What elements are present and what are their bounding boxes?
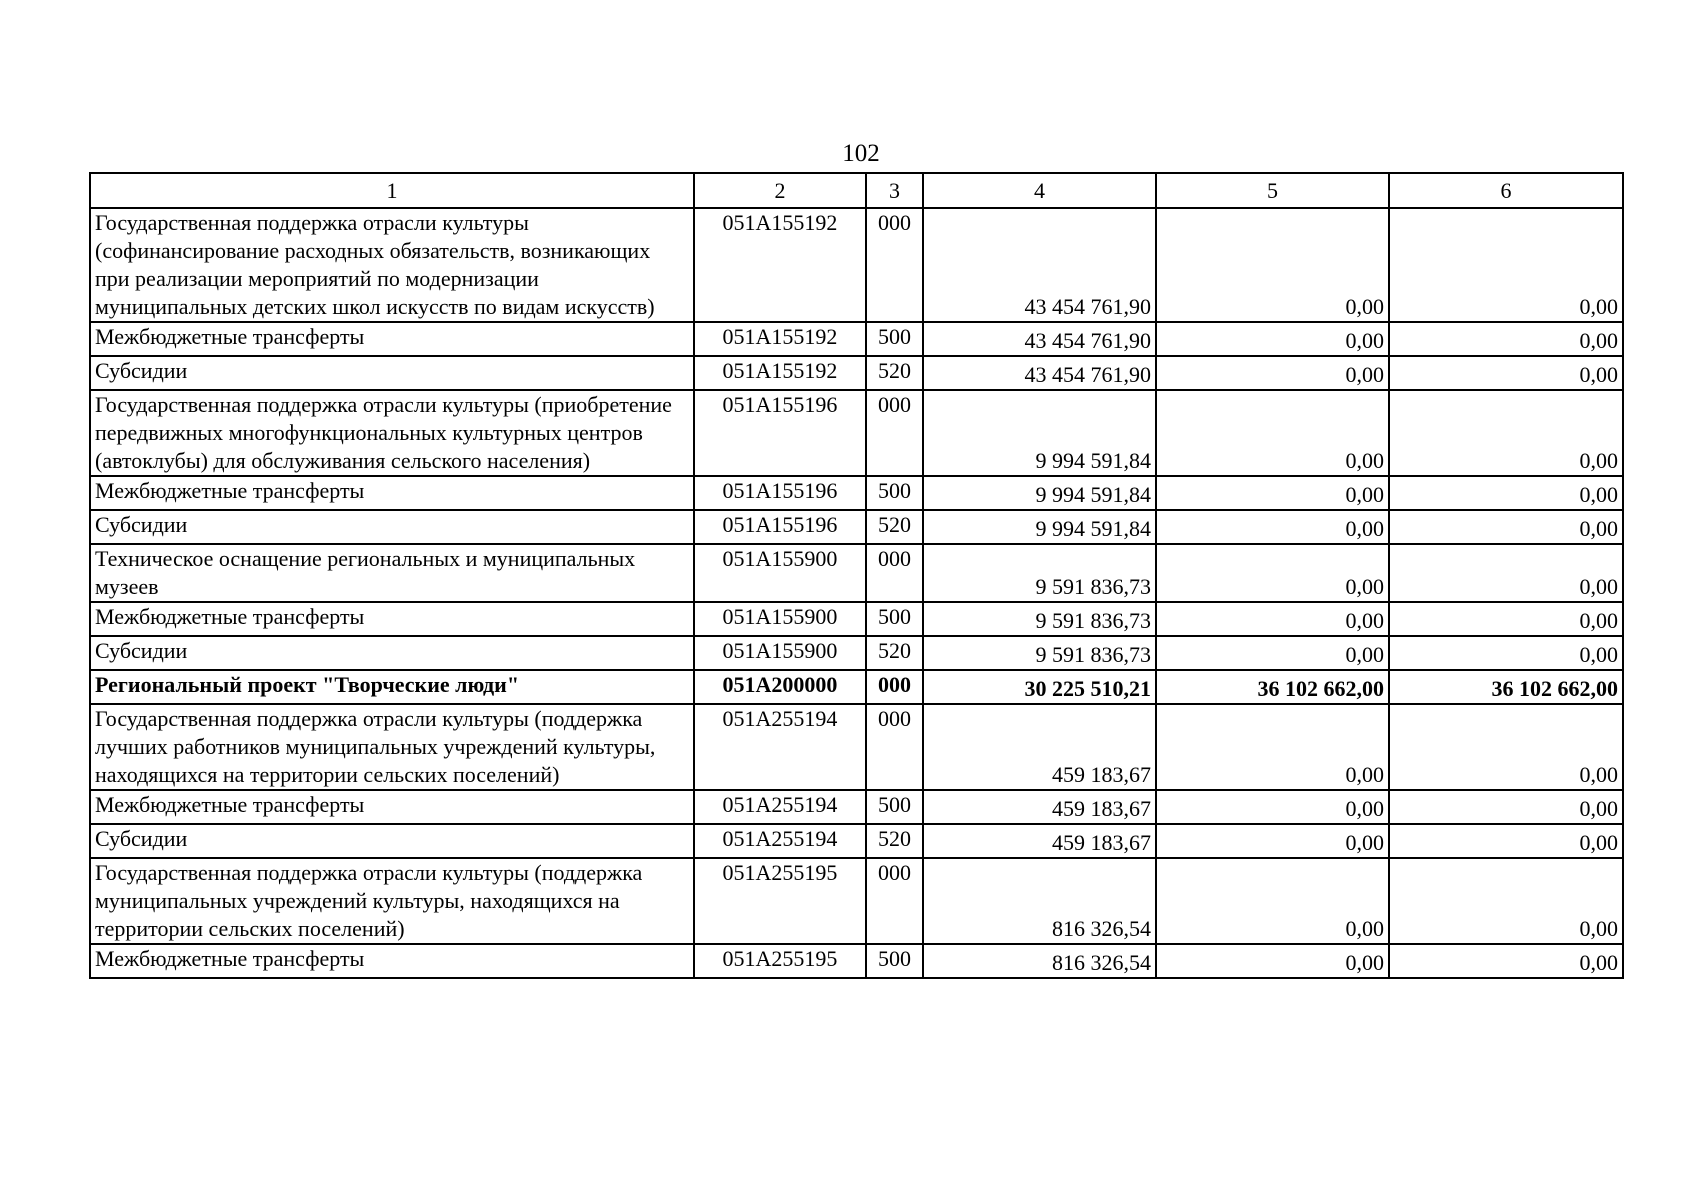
budget-table — [89, 172, 1624, 979]
table-header — [90, 173, 1623, 208]
row-code-cell: 051A155192 — [694, 356, 866, 390]
row-type-cell: 000 — [866, 670, 923, 704]
table-row — [90, 322, 1623, 356]
row-type-cell: 520 — [866, 356, 923, 390]
table-row — [90, 790, 1623, 824]
row-amount-col6-cell: 36 102 662,00 — [1389, 670, 1623, 704]
page-number: 102 — [842, 140, 880, 167]
row-type-cell: 500 — [866, 322, 923, 356]
row-amount-col6-cell: 0,00 — [1389, 636, 1623, 670]
row-amount-col4-cell: 459 183,67 — [923, 824, 1156, 858]
row-code-cell: 051A255195 — [694, 944, 866, 978]
column-header: 1 — [90, 173, 694, 208]
table-row — [90, 670, 1623, 704]
row-amount-col5-cell: 0,00 — [1156, 208, 1389, 322]
column-header: 3 — [866, 173, 923, 208]
row-amount-col5-cell: 0,00 — [1156, 602, 1389, 636]
table-row — [90, 356, 1623, 390]
table-row — [90, 944, 1623, 978]
row-amount-col6-cell: 0,00 — [1389, 390, 1623, 476]
row-amount-col4-cell: 9 994 591,84 — [923, 390, 1156, 476]
header-row — [90, 173, 1623, 208]
row-type-cell: 520 — [866, 824, 923, 858]
row-name-cell: Государственная поддержка отрасли культуры (поддержка лучших работников муниципальных учреждений культуры, находящихся на территории сельских поселений) — [90, 704, 694, 790]
row-type-cell: 520 — [866, 510, 923, 544]
table-row — [90, 544, 1623, 602]
table-row — [90, 510, 1623, 544]
row-amount-col5-cell: 0,00 — [1156, 510, 1389, 544]
row-name-cell: Межбюджетные трансферты — [90, 476, 694, 510]
row-amount-col6-cell: 0,00 — [1389, 356, 1623, 390]
row-code-cell: 051A155192 — [694, 208, 866, 322]
row-type-cell: 000 — [866, 390, 923, 476]
row-code-cell: 051A200000 — [694, 670, 866, 704]
row-amount-col5-cell: 0,00 — [1156, 356, 1389, 390]
row-amount-col4-cell: 43 454 761,90 — [923, 356, 1156, 390]
row-name-cell: Государственная поддержка отрасли культуры (приобретение передвижных многофункциональных культурных центров (автоклубы) для обслуживания сельского населения) — [90, 390, 694, 476]
row-name-cell: Межбюджетные трансферты — [90, 944, 694, 978]
row-amount-col6-cell: 0,00 — [1389, 790, 1623, 824]
row-amount-col4-cell: 459 183,67 — [923, 704, 1156, 790]
row-code-cell: 051A255194 — [694, 790, 866, 824]
row-amount-col4-cell: 459 183,67 — [923, 790, 1156, 824]
row-amount-col5-cell: 0,00 — [1156, 544, 1389, 602]
table-row — [90, 636, 1623, 670]
row-amount-col4-cell: 9 994 591,84 — [923, 510, 1156, 544]
row-amount-col5-cell: 0,00 — [1156, 858, 1389, 944]
row-amount-col6-cell: 0,00 — [1389, 858, 1623, 944]
row-amount-col4-cell: 43 454 761,90 — [923, 208, 1156, 322]
row-name-cell: Государственная поддержка отрасли культуры (софинансирование расходных обязательств, возникающих при реализации мероприятий по модернизации муниципальных детских школ искусств по видам искусств) — [90, 208, 694, 322]
row-amount-col5-cell: 0,00 — [1156, 390, 1389, 476]
table-row — [90, 476, 1623, 510]
row-code-cell: 051A155900 — [694, 602, 866, 636]
row-name-cell: Субсидии — [90, 510, 694, 544]
row-name-cell: Субсидии — [90, 824, 694, 858]
row-type-cell: 520 — [866, 636, 923, 670]
table-row — [90, 208, 1623, 322]
row-type-cell: 000 — [866, 858, 923, 944]
row-name-cell: Межбюджетные трансферты — [90, 790, 694, 824]
row-amount-col4-cell: 9 591 836,73 — [923, 544, 1156, 602]
row-type-cell: 500 — [866, 944, 923, 978]
row-amount-col4-cell: 30 225 510,21 — [923, 670, 1156, 704]
row-name-cell: Субсидии — [90, 636, 694, 670]
row-amount-col4-cell: 816 326,54 — [923, 858, 1156, 944]
row-amount-col5-cell: 0,00 — [1156, 790, 1389, 824]
row-amount-col6-cell: 0,00 — [1389, 476, 1623, 510]
row-code-cell: 051A255195 — [694, 858, 866, 944]
row-name-cell: Региональный проект "Творческие люди" — [90, 670, 694, 704]
row-type-cell: 000 — [866, 544, 923, 602]
row-amount-col4-cell: 9 591 836,73 — [923, 602, 1156, 636]
row-amount-col4-cell: 9 994 591,84 — [923, 476, 1156, 510]
row-amount-col5-cell: 0,00 — [1156, 322, 1389, 356]
row-code-cell: 051A155196 — [694, 476, 866, 510]
row-amount-col6-cell: 0,00 — [1389, 510, 1623, 544]
row-amount-col6-cell: 0,00 — [1389, 944, 1623, 978]
row-name-cell: Субсидии — [90, 356, 694, 390]
row-amount-col4-cell: 9 591 836,73 — [923, 636, 1156, 670]
row-amount-col6-cell: 0,00 — [1389, 544, 1623, 602]
row-amount-col4-cell: 43 454 761,90 — [923, 322, 1156, 356]
row-code-cell: 051A155192 — [694, 322, 866, 356]
column-header: 2 — [694, 173, 866, 208]
row-code-cell: 051A155900 — [694, 636, 866, 670]
row-amount-col5-cell: 0,00 — [1156, 704, 1389, 790]
row-amount-col6-cell: 0,00 — [1389, 322, 1623, 356]
row-code-cell: 051A155196 — [694, 510, 866, 544]
column-header: 6 — [1389, 173, 1623, 208]
row-amount-col6-cell: 0,00 — [1389, 704, 1623, 790]
row-amount-col5-cell: 0,00 — [1156, 636, 1389, 670]
table-body — [90, 208, 1623, 978]
row-type-cell: 000 — [866, 704, 923, 790]
row-amount-col5-cell: 36 102 662,00 — [1156, 670, 1389, 704]
row-amount-col5-cell: 0,00 — [1156, 476, 1389, 510]
row-code-cell: 051A155196 — [694, 390, 866, 476]
row-name-cell: Межбюджетные трансферты — [90, 602, 694, 636]
row-amount-col6-cell: 0,00 — [1389, 824, 1623, 858]
table-row — [90, 390, 1623, 476]
row-name-cell: Государственная поддержка отрасли культуры (поддержка муниципальных учреждений культуры, находящихся на территории сельских поселений) — [90, 858, 694, 944]
row-name-cell: Техническое оснащение региональных и муниципальных музеев — [90, 544, 694, 602]
table-row — [90, 858, 1623, 944]
row-type-cell: 500 — [866, 790, 923, 824]
row-amount-col6-cell: 0,00 — [1389, 208, 1623, 322]
table-row — [90, 824, 1623, 858]
row-type-cell: 500 — [866, 476, 923, 510]
row-amount-col5-cell: 0,00 — [1156, 824, 1389, 858]
column-header: 5 — [1156, 173, 1389, 208]
table-row — [90, 704, 1623, 790]
row-code-cell: 051A155900 — [694, 544, 866, 602]
row-code-cell: 051A255194 — [694, 704, 866, 790]
row-amount-col4-cell: 816 326,54 — [923, 944, 1156, 978]
row-name-cell: Межбюджетные трансферты — [90, 322, 694, 356]
row-type-cell: 500 — [866, 602, 923, 636]
row-code-cell: 051A255194 — [694, 824, 866, 858]
row-type-cell: 000 — [866, 208, 923, 322]
row-amount-col6-cell: 0,00 — [1389, 602, 1623, 636]
table-row — [90, 602, 1623, 636]
row-amount-col5-cell: 0,00 — [1156, 944, 1389, 978]
column-header: 4 — [923, 173, 1156, 208]
